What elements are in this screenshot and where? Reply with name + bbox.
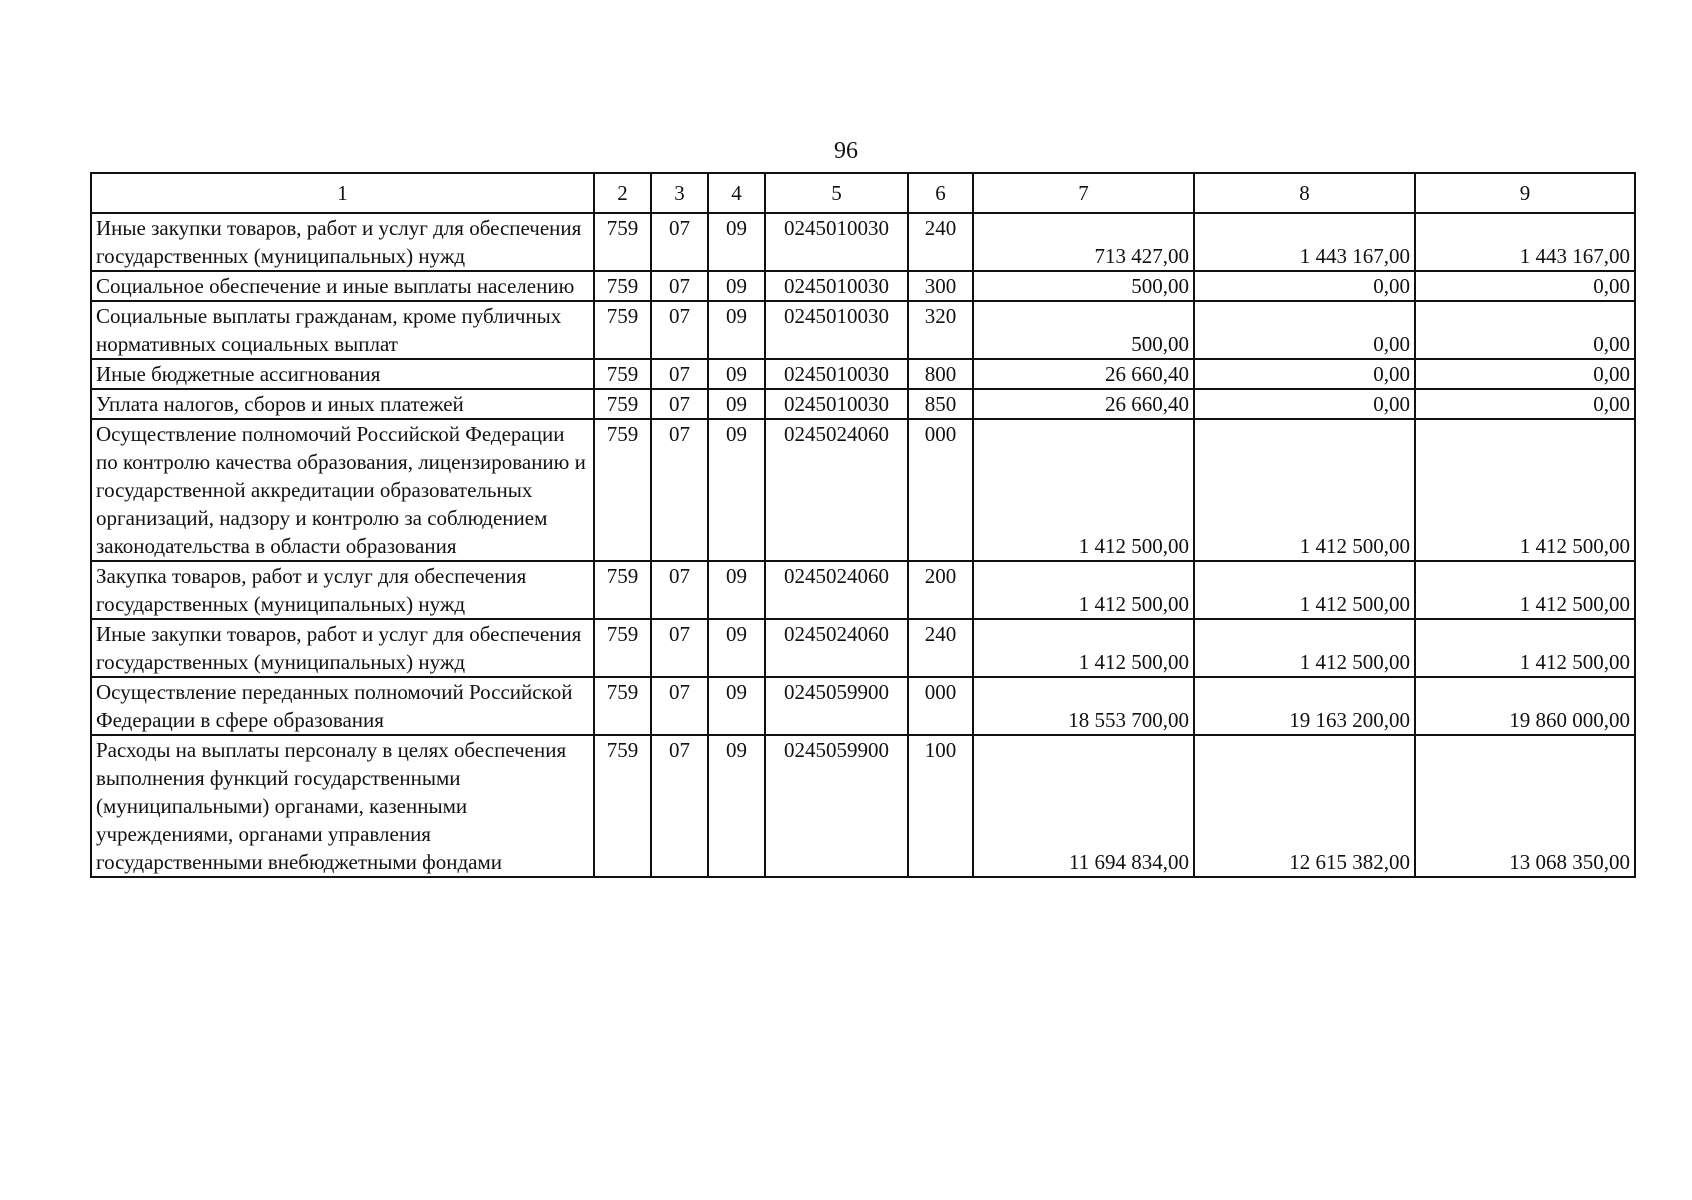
table-row (91, 677, 1635, 735)
row-name-cell: Уплата налогов, сборов и иных платежей (91, 389, 594, 419)
expense-type-cell: 240 (908, 619, 973, 677)
table-row (91, 213, 1635, 271)
subsection-cell: 09 (708, 271, 765, 301)
expense-type-cell: 200 (908, 561, 973, 619)
expense-type-cell: 000 (908, 419, 973, 561)
amount-col7-cell: 713 427,00 (973, 213, 1194, 271)
page-number: 96 (834, 138, 858, 164)
amount-col7-cell: 500,00 (973, 301, 1194, 359)
amount-col8-cell: 1 412 500,00 (1194, 419, 1415, 561)
table-row (91, 301, 1635, 359)
row-name-cell: Иные бюджетные ассигнования (91, 359, 594, 389)
row-name-cell: Закупка товаров, работ и услуг для обеспечения государственных (муниципальных) нужд (91, 561, 594, 619)
amount-col9-cell: 0,00 (1415, 301, 1635, 359)
row-name-cell: Социальные выплаты гражданам, кроме публичных нормативных социальных выплат (91, 301, 594, 359)
target-article-cell: 0245059900 (765, 677, 908, 735)
amount-col8-cell: 0,00 (1194, 301, 1415, 359)
subsection-cell: 09 (708, 213, 765, 271)
expense-type-cell: 240 (908, 213, 973, 271)
section-cell: 07 (651, 419, 708, 561)
amount-col7-cell: 11 694 834,00 (973, 735, 1194, 877)
amount-col7-cell: 1 412 500,00 (973, 561, 1194, 619)
amount-col8-cell: 1 412 500,00 (1194, 561, 1415, 619)
amount-col7-cell: 18 553 700,00 (973, 677, 1194, 735)
column-header-6: 6 (908, 173, 973, 213)
subsection-cell: 09 (708, 677, 765, 735)
row-name-cell: Расходы на выплаты персоналу в целях обеспечения выполнения функций государственными (муниципальными) органами, казенными учреждениями, органами управления государственными внебюджетными фондами (91, 735, 594, 877)
section-cell: 07 (651, 619, 708, 677)
amount-col8-cell: 1 412 500,00 (1194, 619, 1415, 677)
kvsr-cell: 759 (594, 561, 651, 619)
amount-col8-cell: 0,00 (1194, 359, 1415, 389)
table-header-row (91, 173, 1635, 213)
table-row (91, 419, 1635, 561)
amount-col9-cell: 0,00 (1415, 359, 1635, 389)
row-name-cell: Осуществление переданных полномочий Российской Федерации в сфере образования (91, 677, 594, 735)
section-cell: 07 (651, 213, 708, 271)
amount-col7-cell: 500,00 (973, 271, 1194, 301)
section-cell: 07 (651, 301, 708, 359)
amount-col8-cell: 1 443 167,00 (1194, 213, 1415, 271)
row-name-cell: Иные закупки товаров, работ и услуг для обеспечения государственных (муниципальных) нужд (91, 619, 594, 677)
kvsr-cell: 759 (594, 389, 651, 419)
subsection-cell: 09 (708, 619, 765, 677)
expense-type-cell: 000 (908, 677, 973, 735)
amount-col8-cell: 19 163 200,00 (1194, 677, 1415, 735)
table-body (91, 213, 1635, 877)
amount-col9-cell: 1 412 500,00 (1415, 561, 1635, 619)
column-header-7: 7 (973, 173, 1194, 213)
amount-col7-cell: 26 660,40 (973, 389, 1194, 419)
section-cell: 07 (651, 561, 708, 619)
subsection-cell: 09 (708, 561, 765, 619)
section-cell: 07 (651, 271, 708, 301)
subsection-cell: 09 (708, 419, 765, 561)
row-name-cell: Иные закупки товаров, работ и услуг для обеспечения государственных (муниципальных) нужд (91, 213, 594, 271)
amount-col9-cell: 0,00 (1415, 389, 1635, 419)
column-header-3: 3 (651, 173, 708, 213)
kvsr-cell: 759 (594, 359, 651, 389)
section-cell: 07 (651, 677, 708, 735)
kvsr-cell: 759 (594, 419, 651, 561)
row-name-cell: Социальное обеспечение и иные выплаты населению (91, 271, 594, 301)
table-row (91, 271, 1635, 301)
target-article-cell: 0245010030 (765, 301, 908, 359)
table-row (91, 561, 1635, 619)
column-header-4: 4 (708, 173, 765, 213)
amount-col8-cell: 12 615 382,00 (1194, 735, 1415, 877)
amount-col8-cell: 0,00 (1194, 389, 1415, 419)
table-row (91, 619, 1635, 677)
amount-col7-cell: 1 412 500,00 (973, 619, 1194, 677)
kvsr-cell: 759 (594, 677, 651, 735)
section-cell: 07 (651, 359, 708, 389)
column-header-8: 8 (1194, 173, 1415, 213)
target-article-cell: 0245024060 (765, 419, 908, 561)
column-header-9: 9 (1415, 173, 1635, 213)
target-article-cell: 0245024060 (765, 561, 908, 619)
target-article-cell: 0245010030 (765, 271, 908, 301)
target-article-cell: 0245010030 (765, 213, 908, 271)
amount-col9-cell: 1 443 167,00 (1415, 213, 1635, 271)
kvsr-cell: 759 (594, 301, 651, 359)
row-name-cell: Осуществление полномочий Российской Федерации по контролю качества образования, лицензированию и государственной аккредитации образовательных организаций, надзору и контролю за соблюдением законодательства в области образования (91, 419, 594, 561)
column-header-1: 1 (91, 173, 594, 213)
column-header-5: 5 (765, 173, 908, 213)
subsection-cell: 09 (708, 301, 765, 359)
amount-col7-cell: 1 412 500,00 (973, 419, 1194, 561)
amount-col8-cell: 0,00 (1194, 271, 1415, 301)
kvsr-cell: 759 (594, 213, 651, 271)
amount-col9-cell: 0,00 (1415, 271, 1635, 301)
column-header-2: 2 (594, 173, 651, 213)
table-row (91, 735, 1635, 877)
target-article-cell: 0245059900 (765, 735, 908, 877)
expense-type-cell: 300 (908, 271, 973, 301)
subsection-cell: 09 (708, 389, 765, 419)
table-row (91, 359, 1635, 389)
section-cell: 07 (651, 735, 708, 877)
expense-type-cell: 850 (908, 389, 973, 419)
expense-type-cell: 100 (908, 735, 973, 877)
subsection-cell: 09 (708, 359, 765, 389)
subsection-cell: 09 (708, 735, 765, 877)
section-cell: 07 (651, 389, 708, 419)
kvsr-cell: 759 (594, 619, 651, 677)
kvsr-cell: 759 (594, 271, 651, 301)
target-article-cell: 0245024060 (765, 619, 908, 677)
amount-col7-cell: 26 660,40 (973, 359, 1194, 389)
expense-type-cell: 800 (908, 359, 973, 389)
amount-col9-cell: 1 412 500,00 (1415, 619, 1635, 677)
budget-table (90, 172, 1636, 878)
target-article-cell: 0245010030 (765, 359, 908, 389)
table-row (91, 389, 1635, 419)
amount-col9-cell: 19 860 000,00 (1415, 677, 1635, 735)
amount-col9-cell: 1 412 500,00 (1415, 419, 1635, 561)
kvsr-cell: 759 (594, 735, 651, 877)
target-article-cell: 0245010030 (765, 389, 908, 419)
expense-type-cell: 320 (908, 301, 973, 359)
amount-col9-cell: 13 068 350,00 (1415, 735, 1635, 877)
